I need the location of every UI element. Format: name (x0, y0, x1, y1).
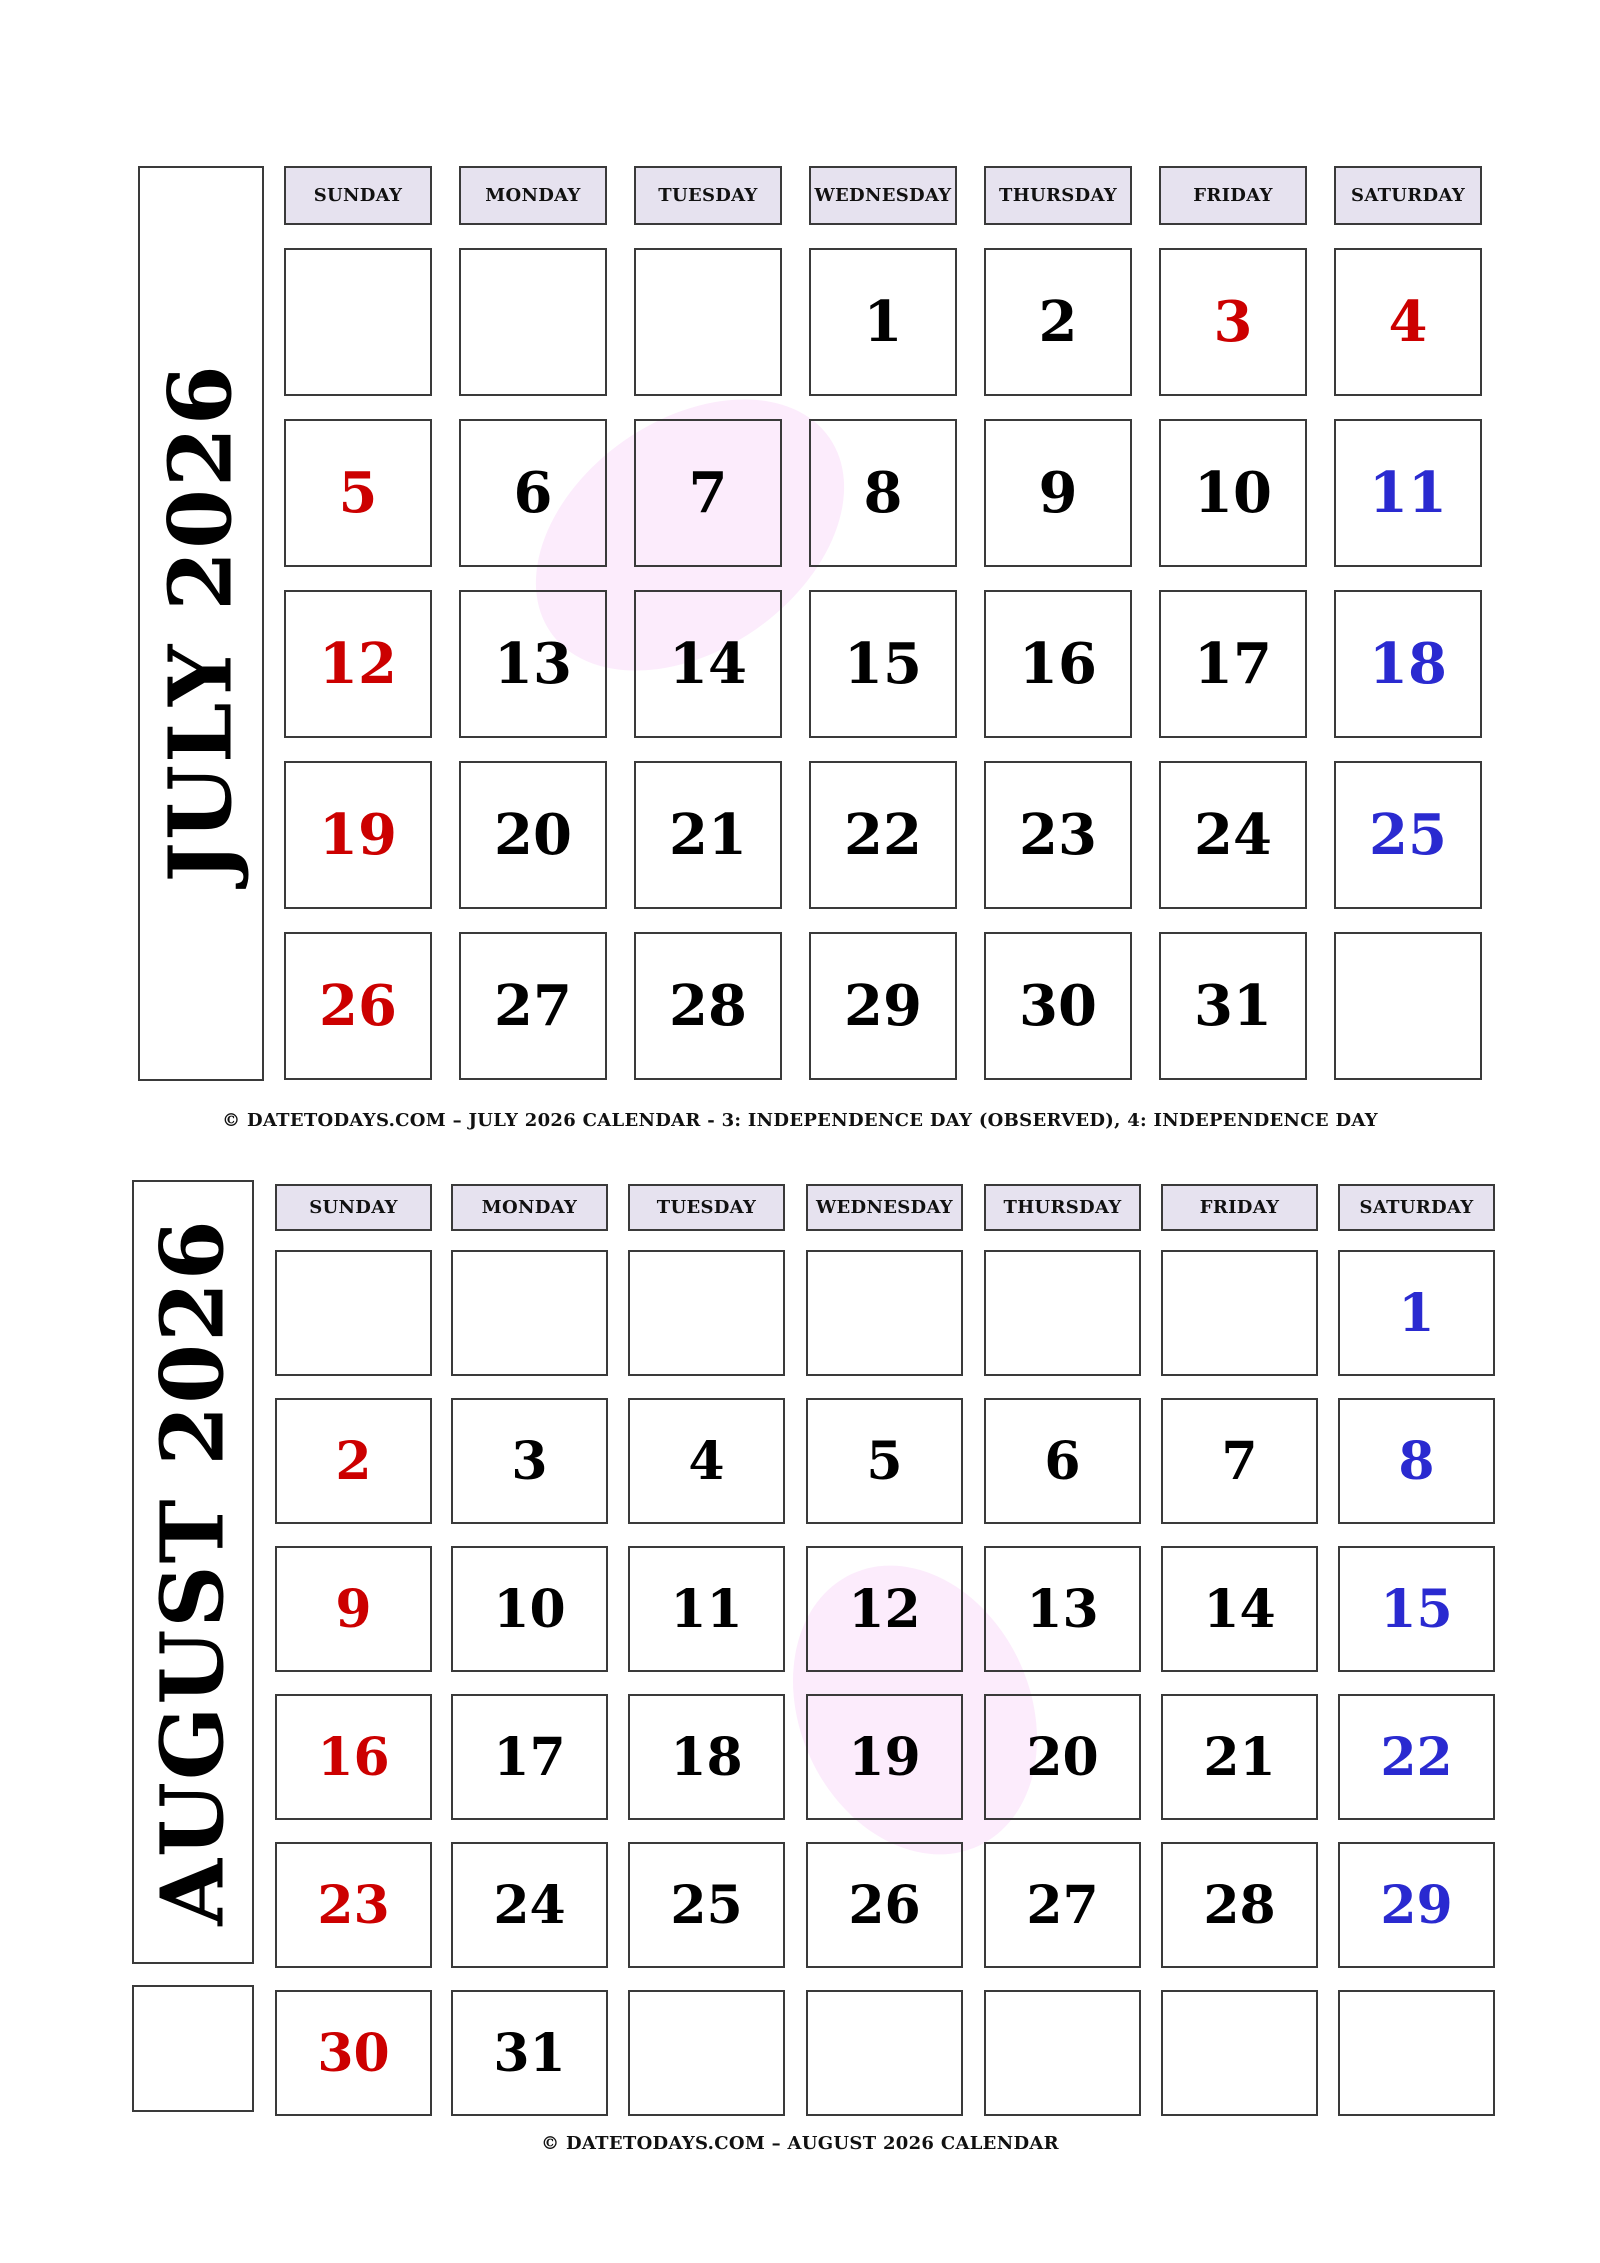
weekday-header-tuesday: TUESDAY (628, 1184, 785, 1231)
day-cell: 27 (459, 932, 607, 1080)
empty-day-cell (634, 248, 782, 396)
day-cell: 25 (628, 1842, 785, 1968)
day-cell: 13 (459, 590, 607, 738)
empty-day-cell (984, 1990, 1141, 2116)
weekday-header-wednesday: WEDNESDAY (809, 166, 957, 225)
day-cell: 12 (284, 590, 432, 738)
day-cell: 4 (628, 1398, 785, 1524)
empty-day-cell (628, 1990, 785, 2116)
day-cell: 17 (451, 1694, 608, 1820)
empty-day-cell (1334, 932, 1482, 1080)
day-cell: 5 (806, 1398, 963, 1524)
day-cell: 2 (275, 1398, 432, 1524)
weekday-header-friday: FRIDAY (1161, 1184, 1318, 1231)
day-cell: 25 (1334, 761, 1482, 909)
day-cell: 31 (1159, 932, 1307, 1080)
day-cell: 22 (1338, 1694, 1495, 1820)
day-cell: 19 (284, 761, 432, 909)
weekday-header-monday: MONDAY (451, 1184, 608, 1231)
weekday-header-tuesday: TUESDAY (634, 166, 782, 225)
day-cell: 29 (1338, 1842, 1495, 1968)
august-title: AUGUST 2026 (142, 1218, 244, 1926)
day-cell: 21 (1161, 1694, 1318, 1820)
day-cell: 28 (634, 932, 782, 1080)
day-cell: 8 (809, 419, 957, 567)
day-cell: 23 (984, 761, 1132, 909)
day-cell: 24 (451, 1842, 608, 1968)
day-cell: 2 (984, 248, 1132, 396)
empty-day-cell (1161, 1990, 1318, 2116)
empty-day-cell (628, 1250, 785, 1376)
day-cell: 30 (984, 932, 1132, 1080)
day-cell: 8 (1338, 1398, 1495, 1524)
day-cell: 10 (1159, 419, 1307, 567)
july-title: JULY 2026 (150, 363, 252, 883)
weekday-header-thursday: THURSDAY (984, 1184, 1141, 1231)
empty-day-cell (806, 1990, 963, 2116)
day-cell: 6 (984, 1398, 1141, 1524)
empty-day-cell (1338, 1990, 1495, 2116)
weekday-header-saturday: SATURDAY (1338, 1184, 1495, 1231)
day-cell: 15 (809, 590, 957, 738)
empty-day-cell (284, 248, 432, 396)
weekday-header-friday: FRIDAY (1159, 166, 1307, 225)
day-cell: 3 (451, 1398, 608, 1524)
day-cell: 7 (634, 419, 782, 567)
weekday-header-sunday: SUNDAY (284, 166, 432, 225)
day-cell: 16 (984, 590, 1132, 738)
empty-day-cell (459, 248, 607, 396)
empty-day-cell (806, 1250, 963, 1376)
empty-day-cell (1161, 1250, 1318, 1376)
day-cell: 12 (806, 1546, 963, 1672)
july-footer: © DATETODAYS.COM – JULY 2026 CALENDAR - 3: INDEPENDENCE DAY (OBSERVED), 4: INDEPENDENCE DAY (222, 1110, 1378, 1131)
weekday-header-sunday: SUNDAY (275, 1184, 432, 1231)
weekday-header-thursday: THURSDAY (984, 166, 1132, 225)
day-cell: 22 (809, 761, 957, 909)
day-cell: 1 (1338, 1250, 1495, 1376)
weekday-header-monday: MONDAY (459, 166, 607, 225)
empty-day-cell (451, 1250, 608, 1376)
day-cell: 6 (459, 419, 607, 567)
day-cell: 13 (984, 1546, 1141, 1672)
day-cell: 20 (459, 761, 607, 909)
day-cell: 24 (1159, 761, 1307, 909)
empty-day-cell (984, 1250, 1141, 1376)
day-cell: 9 (275, 1546, 432, 1672)
day-cell: 30 (275, 1990, 432, 2116)
day-cell: 7 (1161, 1398, 1318, 1524)
day-cell: 23 (275, 1842, 432, 1968)
empty-day-cell (275, 1250, 432, 1376)
day-cell: 10 (451, 1546, 608, 1672)
day-cell: 15 (1338, 1546, 1495, 1672)
day-cell: 11 (628, 1546, 785, 1672)
day-cell: 19 (806, 1694, 963, 1820)
day-cell: 29 (809, 932, 957, 1080)
august-footer: © DATETODAYS.COM – AUGUST 2026 CALENDAR (541, 2133, 1059, 2154)
day-cell: 26 (806, 1842, 963, 1968)
weekday-header-saturday: SATURDAY (1334, 166, 1482, 225)
day-cell: 14 (634, 590, 782, 738)
day-cell: 14 (1161, 1546, 1318, 1672)
day-cell: 21 (634, 761, 782, 909)
day-cell: 4 (1334, 248, 1482, 396)
day-cell: 1 (809, 248, 957, 396)
day-cell: 9 (984, 419, 1132, 567)
day-cell: 31 (451, 1990, 608, 2116)
weekday-header-wednesday: WEDNESDAY (806, 1184, 963, 1231)
august-week6-side-box (132, 1985, 254, 2112)
day-cell: 18 (1334, 590, 1482, 738)
day-cell: 3 (1159, 248, 1307, 396)
day-cell: 27 (984, 1842, 1141, 1968)
day-cell: 28 (1161, 1842, 1318, 1968)
day-cell: 18 (628, 1694, 785, 1820)
day-cell: 20 (984, 1694, 1141, 1820)
day-cell: 26 (284, 932, 432, 1080)
day-cell: 11 (1334, 419, 1482, 567)
day-cell: 16 (275, 1694, 432, 1820)
day-cell: 17 (1159, 590, 1307, 738)
day-cell: 5 (284, 419, 432, 567)
